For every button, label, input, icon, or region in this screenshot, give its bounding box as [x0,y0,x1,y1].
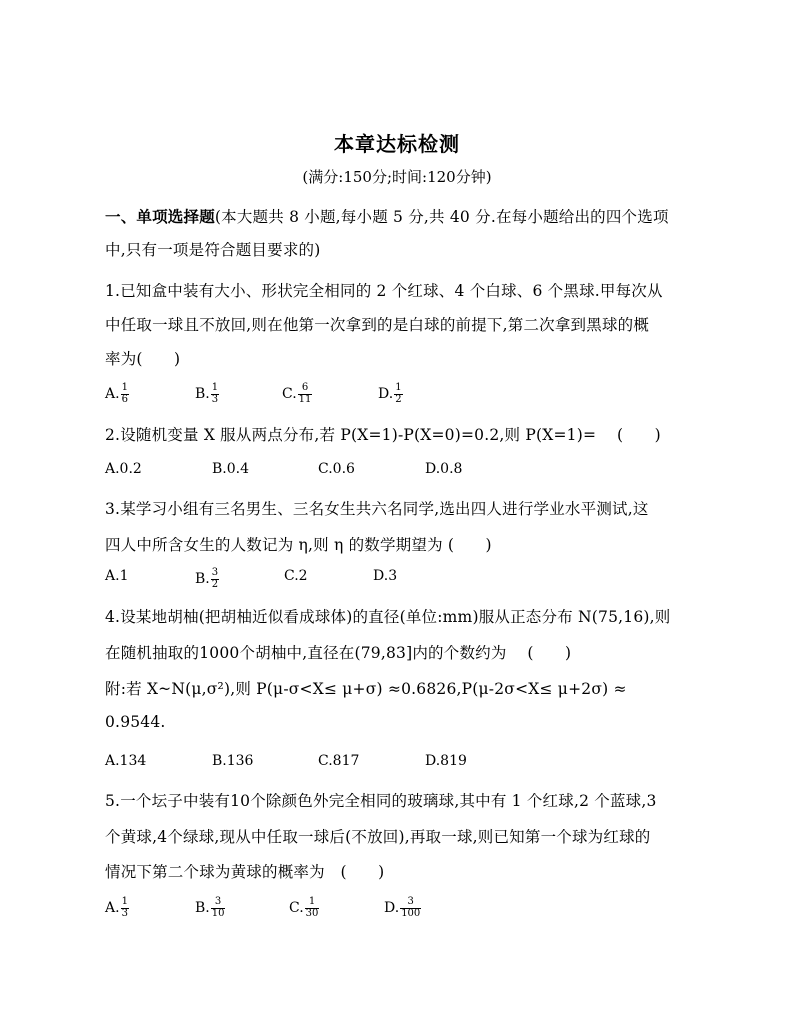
q5-option-a[interactable] [105,897,129,919]
denominator: 11 [298,393,312,405]
q5-option-b[interactable] [195,897,225,919]
fraction [211,383,219,405]
fraction [211,568,219,590]
fraction [211,897,226,919]
option-letter: B. [195,900,210,916]
page-title: 本章达标检测 [334,132,460,156]
numerator: 3 [211,567,219,578]
denominator: 6 [121,393,128,405]
section-intro [105,205,690,227]
q4-option-c[interactable]: C.817 [318,753,360,769]
option-letter: B. [195,386,210,402]
option-letter: C. [284,568,299,584]
denominator: 30 [305,907,319,919]
exam-info: (满分:150分;时间:120分钟) [302,168,492,186]
q4-line2: 在随机抽取的1000个胡柚中,直径在(79,83]内的个数约为 ( ) [105,644,572,662]
q1-option-b[interactable] [195,383,219,405]
fraction [121,897,129,919]
q3-line1: 3.某学习小组有三名男生、三名女生共六名同学,选出四人进行学业水平测试,这 [105,500,649,518]
q5-option-c[interactable] [289,897,319,919]
q1-option-c[interactable] [282,383,312,405]
q2-option-c[interactable]: C.0.6 [318,461,355,477]
option-letter: C. [289,900,304,916]
option-letter: C. [282,386,297,402]
numerator: 3 [214,896,222,907]
q5-line3: 情况下第二个球为黄球的概率为 ( ) [105,863,385,881]
numerator: 3 [407,896,414,907]
option-letter: D. [373,568,389,584]
q4-note-line2: 0.9544. [105,713,166,731]
q5-option-d[interactable] [384,897,421,919]
q3-option-c[interactable] [284,568,308,584]
option-value: 3 [388,568,398,584]
option-letter: A. [105,900,120,916]
q5-line2: 个黄球,4个绿球,现从中任取一球后(不放回),再取一球,则已知第一个球为红球的 [105,828,651,846]
q1-line1: 1.已知盒中装有大小、形状完全相同的 2 个红球、4 个白球、6 个黑球.甲每次从 [105,282,663,300]
option-value: 1 [119,568,129,584]
option-letter: A. [105,386,120,402]
numerator: 6 [301,382,309,393]
option-value: 2 [298,568,308,584]
denominator: 3 [121,907,128,919]
fraction [400,897,421,919]
numerator: 1 [121,896,128,907]
section-heading: 一、单项选择题 [105,207,215,226]
option-letter: D. [378,386,394,402]
section-intro-line2: 中,只有一项是符合题目要求的) [105,241,321,259]
denominator: 2 [395,393,402,405]
q5-line1: 5.一个坛子中装有10个除颜色外完全相同的玻璃球,其中有 1 个红球,2 个蓝球,3 [105,792,657,810]
q1-option-d[interactable] [378,383,403,405]
q2-option-a[interactable]: A.0.2 [105,461,142,477]
denominator: 2 [211,578,219,590]
fraction [305,897,320,919]
q4-line1: 4.设某地胡柚(把胡柚近似看成球体)的直径(单位:mm)服从正态分布 N(75,16),则 [105,608,671,626]
denominator: 3 [211,393,219,405]
q2-option-d[interactable]: D.0.8 [425,461,463,477]
q2-option-b[interactable]: B.0.4 [212,461,250,477]
q1-line3: 率为( ) [105,350,181,368]
option-letter: B. [195,571,210,587]
option-letter: A. [105,568,120,584]
section-intro-line1: (本大题共 8 小题,每小题 5 分,共 40 分.在每小题给出的四个选项 [214,208,669,226]
q1-line2: 中任取一球且不放回,则在他第一次拿到的是白球的前提下,第二次拿到黑球的概 [105,316,650,334]
fraction [394,383,402,405]
q4-option-b[interactable]: B.136 [212,753,254,769]
q4-note-line1: 附:若 X~N(μ,σ²),则 P(μ-σ<X≤ μ+σ) ≈0.6826,P(μ-2σ<X≤ μ+2σ) ≈ [105,680,627,698]
numerator: 1 [211,382,219,393]
numerator: 1 [308,896,316,907]
q1-option-a[interactable] [105,383,129,405]
q3-option-b[interactable] [195,568,219,590]
denominator: 100 [401,907,421,919]
q4-option-d[interactable]: D.819 [425,753,467,769]
denominator: 10 [211,907,225,919]
q2-line1: 2.设随机变量 X 服从两点分布,若 P(X=1)-P(X=0)=0.2,则 P(X=1)= ( ) [105,426,661,444]
numerator: 1 [395,382,402,393]
q3-line2: 四人中所含女生的人数记为 η,则 η 的数学期望为 ( ) [105,536,492,554]
fraction [298,383,313,405]
q3-option-d[interactable] [373,568,397,584]
numerator: 1 [121,382,128,393]
q4-option-a[interactable]: A.134 [105,753,147,769]
option-letter: D. [384,900,400,916]
q3-option-a[interactable] [105,568,128,584]
fraction [121,383,129,405]
